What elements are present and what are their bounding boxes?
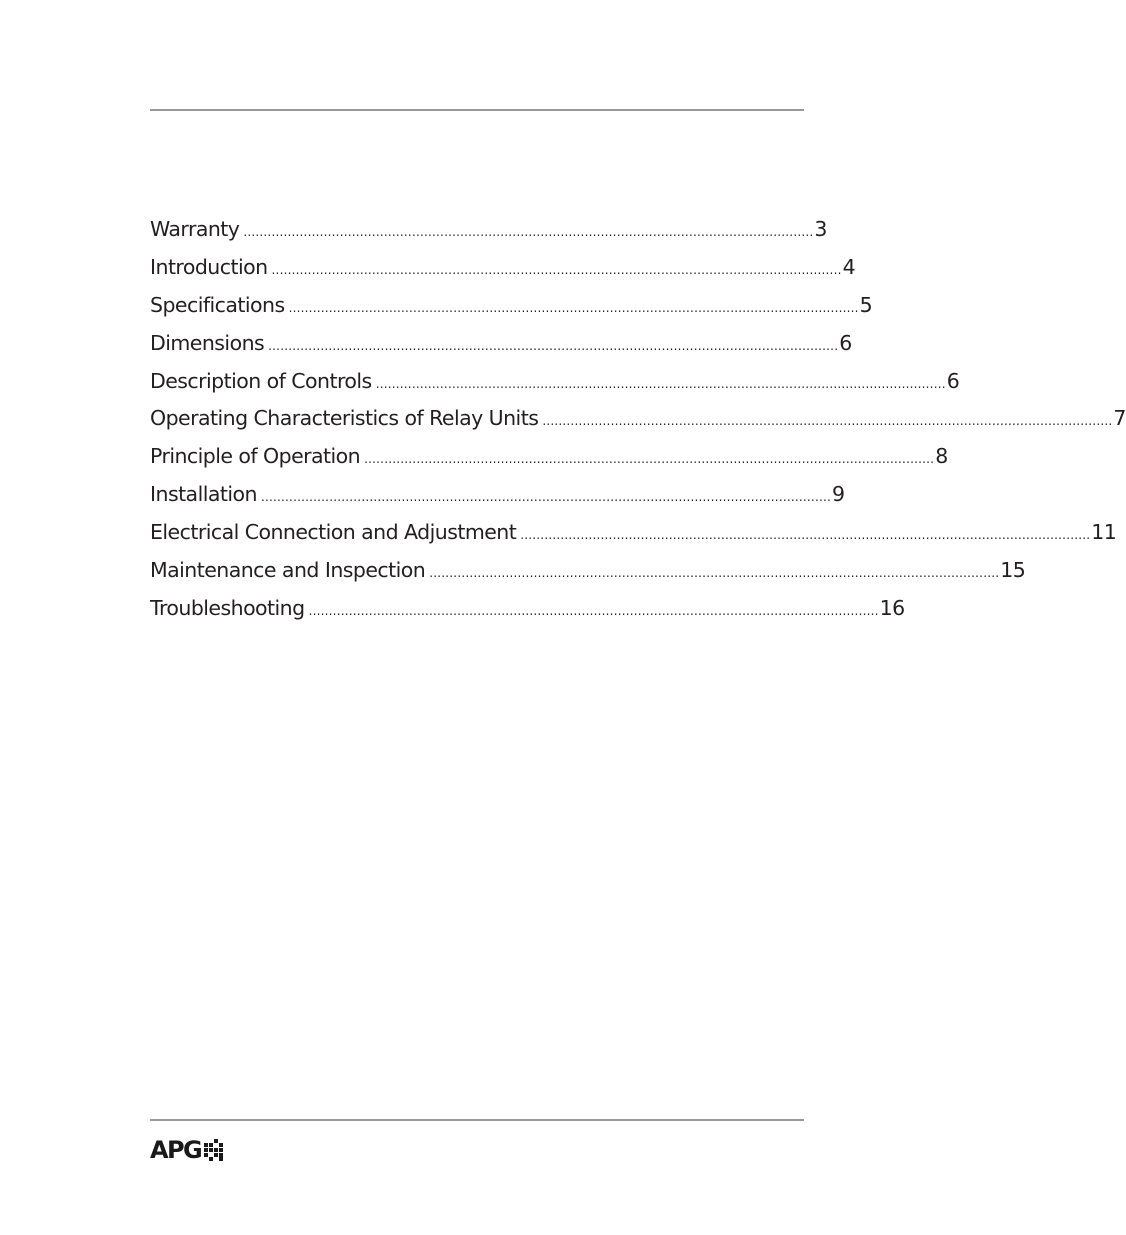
- toc-entry-title: Principle of Operation: [150, 444, 361, 469]
- toc-entry-title: Installation: [150, 482, 257, 507]
- toc-entry[interactable]: [150, 552, 1026, 590]
- apg-logo: [150, 1137, 224, 1163]
- toc-dot-leader: ..............................................................................................................................................: [542, 414, 1113, 429]
- toc-entry[interactable]: [150, 590, 905, 628]
- toc-dot-leader: ..............................................................................................................................................: [429, 566, 1000, 581]
- toc-entry-page: 9: [832, 482, 845, 507]
- toc-entry-page: 8: [935, 444, 948, 469]
- toc-entry[interactable]: [150, 211, 827, 249]
- toc-entry-page: 16: [879, 595, 905, 620]
- toc-entry-title: Maintenance and Inspection: [150, 558, 426, 583]
- toc-entry-page: 5: [859, 292, 873, 317]
- toc-entry-page: 6: [839, 330, 852, 355]
- toc-dot-leader: ..............................................................................................................................................: [375, 376, 946, 391]
- footer-rule: [150, 1119, 804, 1121]
- toc-dot-leader: ..............................................................................................................................................: [288, 300, 859, 315]
- toc-entry-page: 15: [1000, 558, 1026, 583]
- toc-entry[interactable]: [150, 400, 1126, 438]
- toc-entry-title: Description of Controls: [150, 368, 372, 393]
- toc-entry[interactable]: [150, 476, 845, 514]
- toc-dot-leader: ..............................................................................................................................................: [243, 225, 814, 239]
- toc-entry[interactable]: [150, 363, 960, 401]
- toc-dot-leader: ..............................................................................................................................................: [308, 603, 879, 618]
- toc-dot-leader: ..............................................................................................................................................: [520, 528, 1091, 543]
- toc-entry-title: Introduction: [150, 254, 268, 279]
- toc-entry-page: 7: [1113, 406, 1126, 431]
- toc-entry-page: 3: [814, 217, 827, 241]
- toc-entry-title: Operating Characteristics of Relay Units: [150, 406, 539, 431]
- toc-entry-page: 11: [1091, 520, 1117, 545]
- logo-wordmark: APG: [150, 1136, 202, 1164]
- toc-entry-title: Electrical Connection and Adjustment: [150, 520, 517, 545]
- table-of-contents: [150, 211, 1126, 628]
- header-rule: [150, 109, 804, 111]
- toc-dot-leader: ..............................................................................................................................................: [268, 338, 839, 353]
- toc-entry-title: Troubleshooting: [150, 595, 305, 620]
- toc-entry-title: Warranty: [150, 217, 240, 241]
- toc-entry[interactable]: [150, 325, 852, 363]
- toc-entry-page: 4: [842, 254, 856, 279]
- toc-entry-title: Specifications: [150, 292, 285, 317]
- toc-entry[interactable]: [150, 438, 948, 476]
- toc-dot-leader: ..............................................................................................................................................: [364, 452, 935, 467]
- toc-entry[interactable]: [150, 514, 1117, 552]
- toc-entry[interactable]: [150, 287, 873, 325]
- toc-entry-page: 6: [946, 368, 960, 393]
- toc-entry[interactable]: [150, 249, 856, 287]
- toc-entry-title: Dimensions: [150, 330, 265, 355]
- toc-dot-leader: ..............................................................................................................................................: [271, 262, 842, 277]
- toc-dot-leader: ..............................................................................................................................................: [260, 490, 832, 505]
- apg-grid-mark-icon: [204, 1139, 224, 1161]
